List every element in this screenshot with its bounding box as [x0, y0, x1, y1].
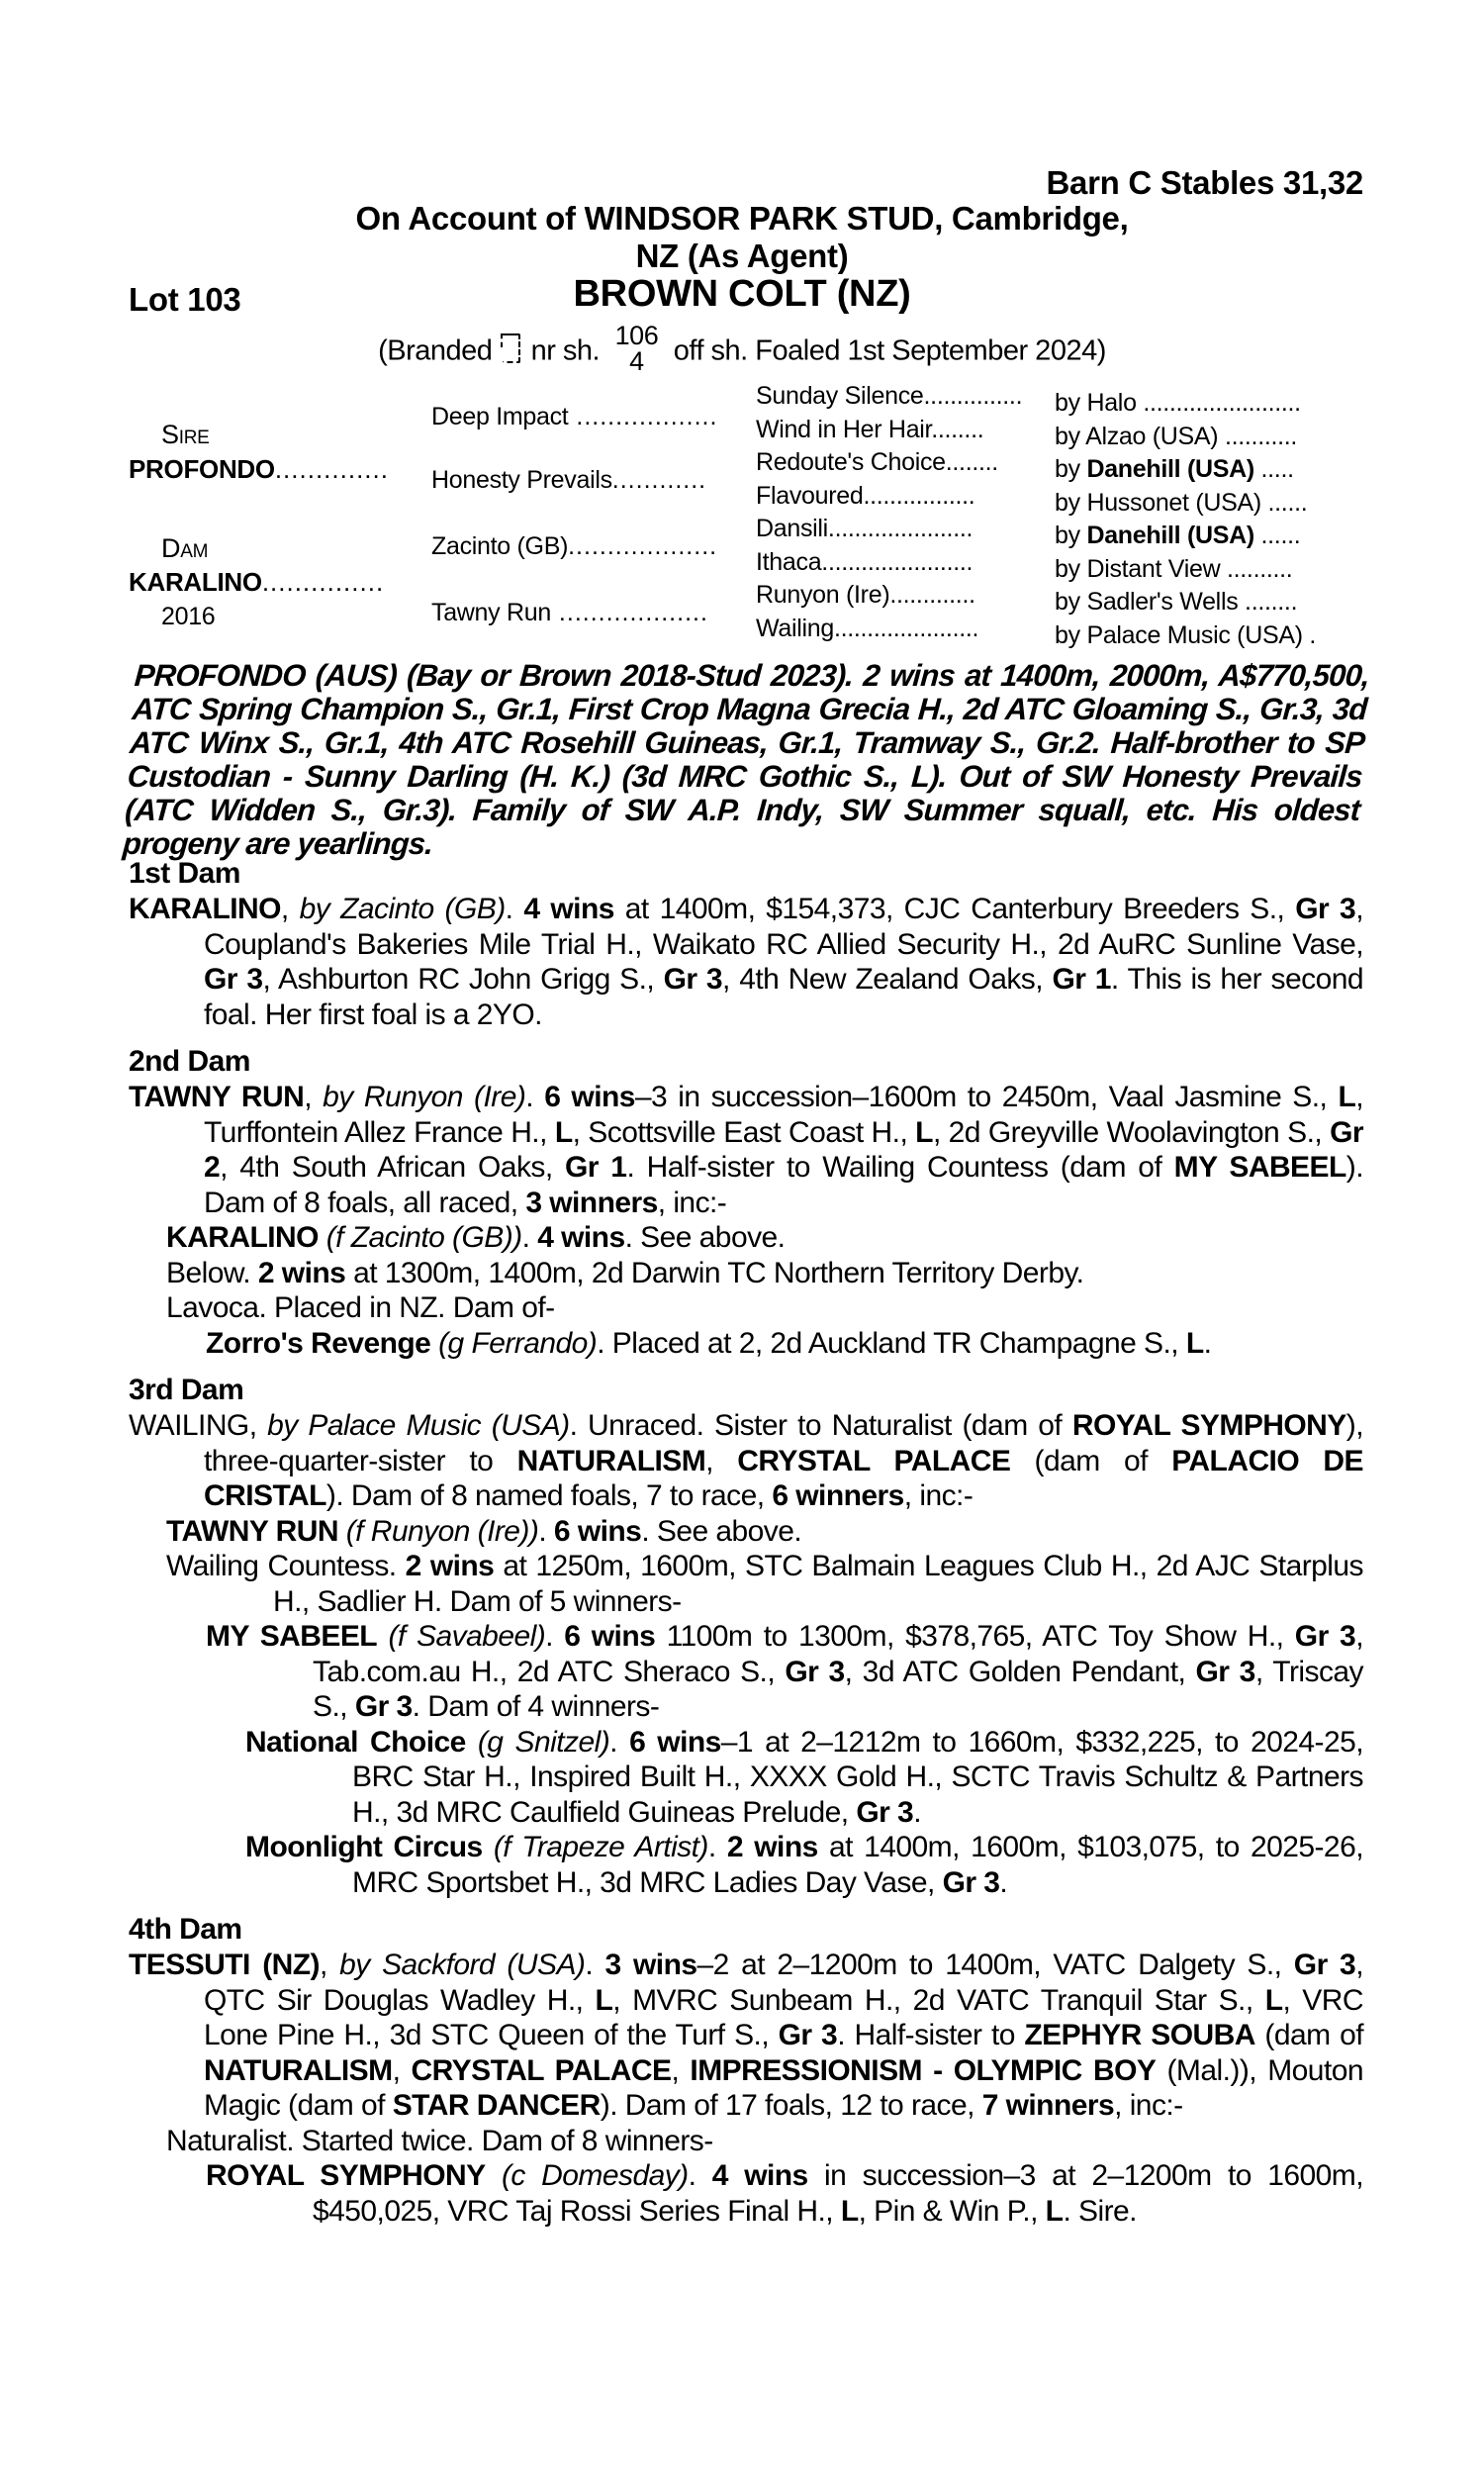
text-run: . See above.: [624, 1221, 786, 1254]
horse-title: BROWN COLT (NZ): [573, 273, 911, 315]
bold-run: National Choice: [245, 1725, 466, 1759]
gen2-2: Zacinto (GB)...................: [431, 532, 718, 560]
dam-label: Dam: [161, 533, 209, 563]
bold-run: 7 winners: [981, 2089, 1115, 2122]
gen3-sire: by Halo ........................: [1055, 389, 1301, 417]
bold-run: L: [595, 1983, 613, 2017]
family-entry: [129, 1290, 1363, 1326]
text-run: Lavoca. Placed in NZ. Dam of-: [166, 1291, 555, 1324]
italic-run: by Palace Music (USA): [267, 1409, 570, 1442]
text-run: Naturalist. Started twice. Dam of 8 winners-: [166, 2124, 713, 2157]
text-run: ,: [705, 1444, 738, 1477]
bold-run: 4 wins: [523, 893, 614, 925]
gen3-name: Dansili......................: [756, 515, 974, 542]
italic-run: (f Savabeel): [388, 1620, 546, 1653]
text-run: ,: [280, 893, 300, 925]
italic-run: (c Domesday): [501, 2159, 689, 2192]
text-run: at 1250m, 1600m, STC Balmain Leagues Club H., 2d AJC Starplus H., Sadlier H. Dam of 5 winners-: [273, 1550, 1363, 1618]
bold-run: Gr 3: [856, 1795, 914, 1829]
text-run: ,: [392, 2053, 412, 2087]
gen3-sire-name: Danehill (USA): [1086, 455, 1254, 483]
text-run: (dam of: [1254, 2019, 1364, 2051]
gen3-sire: by Danehill (USA) ......: [1055, 522, 1301, 549]
bold-run: Gr 3: [778, 2019, 838, 2051]
text-run: .: [1203, 1326, 1212, 1360]
italic-run: (f Runyon (Ire)): [345, 1514, 539, 1548]
text-run: (Mal.)), Mouton Magic (dam of: [204, 2053, 1363, 2122]
text-run: . See above.: [641, 1514, 802, 1548]
gen3-row: [756, 514, 1300, 550]
italic-run: (g Snitzel): [477, 1725, 610, 1759]
dam-year: 2016: [161, 603, 216, 630]
text-run: , inc:-: [903, 1479, 974, 1512]
bold-run: L: [1338, 1081, 1356, 1113]
text-run: , 2d Greyville Woolavington S.,: [932, 1115, 1331, 1149]
text-run: . Placed at 2, 2d Auckland TR Champagne S.,: [597, 1326, 1186, 1360]
gen3-name: Wind in Her Hair........: [756, 415, 984, 443]
text-run: . Dam of 4 winners-: [412, 1690, 660, 1723]
gen3-sire: by Sadler's Wells ........: [1055, 588, 1298, 616]
dam-name: KARALINO...............: [129, 567, 385, 597]
bold-run: 2 wins: [726, 1831, 818, 1863]
bold-run: Gr 1: [565, 1151, 627, 1184]
italic-run: by Sackford (USA): [339, 1949, 586, 1981]
barn-location: Barn C Stables 31,32: [1046, 164, 1363, 201]
bold-run: TAWNY RUN: [166, 1514, 338, 1548]
bold-run: TESSUTI (NZ): [129, 1949, 320, 1981]
text-run: , Scottsville East Coast H.,: [572, 1115, 916, 1149]
text-run: .: [505, 893, 524, 925]
gen3-sire-name: Halo: [1086, 389, 1137, 417]
text-run: –2 at 2–1200m to 1400m, VATC Dalgety S.,: [696, 1949, 1294, 1981]
text-run: ,: [319, 1949, 340, 1981]
text-run: .: [538, 1514, 554, 1548]
bold-run: ZEPHYR SOUBA: [1024, 2019, 1255, 2051]
gen3-name: Sunday Silence...............: [756, 382, 1023, 410]
gen2-1: Honesty Prevails............: [431, 466, 707, 494]
brand-suffix: off sh. Foaled 1st September 2024): [673, 334, 1106, 367]
section-title: 1st Dam: [129, 857, 240, 890]
family-entry: [129, 1948, 1363, 2124]
family-entry: [129, 2158, 1363, 2229]
bold-run: 6 winners: [772, 1479, 904, 1512]
text-run: .: [707, 1831, 727, 1863]
gen3-sire-name: Distant View: [1086, 554, 1221, 583]
text-run: , Tab.com.au H., 2d ATC Sheraco S.,: [313, 1620, 1363, 1688]
gen3-sire: by Distant View ..........: [1055, 554, 1293, 583]
vendor-line-1: On Account of WINDSOR PARK STUD, Cambridge,: [355, 200, 1129, 237]
bold-run: MY SABEEL: [1173, 1151, 1346, 1184]
text-run: Below.: [166, 1256, 258, 1289]
brand-number: [615, 323, 659, 374]
text-run: , VRC Lone Pine H., 3d STC Queen of the Turf S.,: [204, 1983, 1363, 2051]
family-entry: [129, 1619, 1363, 1725]
section-title: 4th Dam: [129, 1913, 242, 1946]
bold-run: MY SABEEL: [206, 1620, 378, 1653]
bold-run: IMPRESSIONISM - OLYMPIC BOY: [690, 2053, 1157, 2087]
bold-run: Gr 3: [354, 1690, 413, 1723]
gen3-name: Ithaca.......................: [756, 547, 974, 576]
italic-run: (g Ferrando): [438, 1326, 598, 1360]
gen3-sire-name: Hussonet (USA): [1086, 488, 1261, 517]
family-entry: [129, 1220, 1363, 1256]
text-run: ,: [304, 1081, 324, 1113]
text-run: , Coupland's Bakeries Mile Trial H., Waikato RC Allied Security H., 2d AuRC Sunline Vase,: [204, 893, 1363, 961]
text-run: [338, 1515, 346, 1548]
italic-run: (f Trapeze Artist): [493, 1831, 708, 1863]
brand-nr: nr sh.: [530, 334, 601, 367]
family-entry: [129, 1408, 1363, 1514]
gen3-row: [756, 415, 1297, 451]
gen2-name: Zacinto (GB): [431, 532, 569, 560]
family-entry: [129, 2124, 1363, 2159]
gen3-sire-name: Sadler's Wells: [1086, 588, 1239, 616]
text-run: , Pin & Win P.,: [858, 2194, 1046, 2228]
bold-run: KARALINO: [129, 893, 281, 925]
text-run: , 4th New Zealand Oaks,: [722, 963, 1053, 996]
text-run: . Half-sister to: [837, 2019, 1025, 2051]
text-run: –1 at 2–1212m to 1660m, $332,225, to 2024-25, BRC Star H., Inspired Built H., XXXX Gold H., SCTC Travis Schultz & Partners H., 3d MRC Caulfield Guineas Prelude,: [352, 1725, 1364, 1829]
family-entry: [129, 1549, 1363, 1619]
text-run: ), three-quarter-sister to: [204, 1409, 1363, 1477]
brand-number-top: 106: [614, 321, 659, 350]
sire-note-text: PROFONDO (AUS) (Bay or Brown 2018-Stud 2023). 2 wins at 1400m, 2000m, A$770,500, ATC Spring Champion S., Gr.1, First Crop Magna Grecia H., 2d ATC Gloaming S., Gr.3, 3d ATC Winx S., Gr.1, 4th ATC Rosehill Guineas, Gr.1, Tramway S., Gr.2. Half-brother to SP Custodian - Sunny Darling (H. K.) (3d MRC Gothic S., L). Out of SW Honesty Prevails (ATC Widden S., Gr.3). Family of SW A.P. Indy, SW Summer squall, etc. His oldest progeny are yearlings.: [121, 658, 1371, 861]
section-title: 3rd Dam: [129, 1374, 244, 1406]
text-run: , MVRC Sunbeam H., 2d VATC Tranquil Star S.,: [612, 1983, 1265, 2017]
bold-run: Gr 3: [785, 1655, 845, 1688]
text-run: .: [609, 1725, 630, 1759]
text-run: .: [585, 1949, 605, 1981]
text-run: .: [521, 1221, 538, 1254]
lot-number: Lot 103: [129, 281, 241, 318]
bold-run: 4 wins: [537, 1221, 625, 1254]
bold-run: Gr 1: [1052, 963, 1111, 996]
text-run: ). Dam of 8 named foals, 7 to race,: [325, 1479, 773, 1512]
bold-run: Gr 3: [663, 963, 723, 996]
gen3-row: [756, 614, 1316, 650]
text-run: (dam of: [1010, 1444, 1172, 1477]
text-run: 1100m to 1300m, $378,765, ATC Toy Show H.,: [655, 1620, 1295, 1653]
brand-s-icon: [503, 333, 520, 363]
bold-run: 6 wins: [553, 1514, 642, 1548]
gen3-name: Wailing......................: [756, 614, 979, 642]
text-run: [377, 1620, 388, 1653]
bold-run: 2 wins: [257, 1256, 346, 1289]
gen2-3: Tawny Run ...................: [431, 599, 708, 626]
text-run: [319, 1221, 326, 1254]
text-run: . This is her second foal. Her first foal is a 2YO.: [204, 963, 1363, 1031]
bold-run: 2 wins: [405, 1550, 495, 1582]
bold-run: L: [1264, 1983, 1283, 2017]
bold-run: Gr 3: [1293, 1949, 1356, 1981]
bold-run: ROYAL SYMPHONY: [1071, 1409, 1346, 1442]
text-run: at 1400m, $154,373, CJC Canterbury Breeders S.,: [613, 893, 1296, 925]
gen3-sire: by Alzao (USA) ...........: [1055, 422, 1298, 450]
text-run: Wailing Countess.: [166, 1550, 406, 1582]
family-entry: [129, 1080, 1363, 1220]
bold-run: Gr 3: [204, 963, 263, 996]
gen3-name: Redoute's Choice........: [756, 448, 998, 476]
text-run: . Sire.: [1063, 2194, 1137, 2228]
text-run: , Turffontein Allez France H.,: [204, 1081, 1364, 1149]
bold-run: Gr 3: [1195, 1655, 1255, 1688]
gen3-sire-name: Danehill (USA): [1086, 522, 1254, 549]
brand-line: [0, 321, 1484, 378]
sire-name: PROFONDO..............: [129, 454, 389, 484]
bold-run: ROYAL SYMPHONY: [206, 2159, 486, 2192]
text-run: , inc:-: [657, 1186, 727, 1219]
text-run: , Ashburton RC John Grigg S.,: [262, 963, 664, 996]
text-run: , inc:-: [1114, 2089, 1183, 2122]
bold-run: 3 winners: [525, 1186, 658, 1219]
text-run: .: [913, 1795, 921, 1829]
bold-run: L: [1045, 2194, 1064, 2228]
gen3-sire: by Palace Music (USA) .: [1055, 620, 1317, 649]
gen3-name: Runyon (Ire).............: [756, 581, 975, 609]
text-run: , QTC Sir Douglas Wadley H.,: [204, 1949, 1363, 2017]
text-run: WAILING,: [129, 1409, 268, 1442]
family-entry: [129, 1256, 1363, 1291]
family-entry: [129, 1830, 1363, 1900]
bold-run: 6 wins: [544, 1081, 635, 1113]
gen2-name: Deep Impact: [431, 403, 569, 430]
section-title: 2nd Dam: [129, 1045, 250, 1078]
text-run: [466, 1726, 478, 1759]
sire-note: [122, 659, 1370, 861]
family-entry: [129, 1725, 1363, 1831]
sire-name-text: PROFONDO: [129, 454, 275, 484]
text-run: at 1300m, 1400m, 2d Darwin TC Northern Territory Derby.: [345, 1256, 1084, 1289]
bold-run: Zorro's Revenge: [206, 1326, 431, 1360]
bold-run: 3 wins: [604, 1949, 697, 1981]
gen3-row: [756, 447, 1294, 484]
brand-prefix: (Branded: [378, 334, 493, 367]
family-entry: [129, 1326, 1363, 1362]
bold-run: NATURALISM: [516, 1444, 706, 1477]
text-run: [483, 1831, 494, 1863]
gen2-name: Honesty Prevails: [431, 466, 612, 494]
text-run: , Triscay S.,: [313, 1655, 1363, 1723]
family-entry: [129, 1514, 1363, 1550]
italic-run: (f Zacinto (GB)): [325, 1221, 522, 1254]
gen3-sire: by Danehill (USA) .....: [1055, 455, 1294, 483]
vendor-account: [0, 200, 1484, 275]
text-run: .: [999, 1865, 1008, 1899]
bold-run: CRYSTAL PALACE: [737, 1444, 1011, 1477]
family-entry: [129, 892, 1363, 1032]
text-run: , 3d ATC Golden Pendant,: [844, 1655, 1196, 1688]
text-run: . Half-sister to Wailing Countess (dam of: [626, 1151, 1174, 1184]
gen3-sire: by Hussonet (USA) ......: [1055, 488, 1308, 517]
bold-run: Gr 3: [942, 1865, 1000, 1899]
bold-run: NATURALISM: [204, 2053, 393, 2087]
bold-run: L: [554, 1115, 573, 1149]
text-run: [486, 2159, 502, 2192]
dam-name-text: KARALINO: [129, 567, 262, 597]
gen3-row: [756, 580, 1297, 617]
gen3-sire-name: Palace Music (USA): [1086, 620, 1303, 649]
gen2-0: Deep Impact ..................: [431, 403, 718, 430]
text-run: ,: [671, 2053, 691, 2087]
bold-run: Gr 3: [1294, 1620, 1356, 1653]
brand-number-bottom: 4: [629, 346, 644, 376]
text-run: ). Dam of 8 foals, all raced,: [204, 1151, 1363, 1219]
text-run: .: [525, 1081, 545, 1113]
family-sections: [129, 856, 1363, 2229]
text-run: .: [545, 1620, 565, 1653]
gen3-row: [756, 481, 1307, 518]
bold-run: L: [840, 2194, 859, 2228]
bold-run: KARALINO: [166, 1221, 319, 1254]
italic-run: by Runyon (Ire): [323, 1081, 526, 1113]
bold-run: TAWNY RUN: [129, 1081, 305, 1113]
gen2-name: Tawny Run: [431, 599, 551, 626]
gen3-name: Flavoured.................: [756, 481, 975, 510]
gen3-row: [756, 381, 1301, 418]
bold-run: CRYSTAL PALACE: [411, 2053, 672, 2087]
text-run: .: [688, 2159, 712, 2192]
vendor-line-2: NZ (As Agent): [635, 238, 849, 274]
text-run: . Unraced. Sister to Naturalist (dam of: [569, 1409, 1072, 1442]
bold-run: L: [1185, 1326, 1204, 1360]
text-run: ). Dam of 17 foals, 12 to race,: [600, 2089, 982, 2122]
gen3-sire-name: Alzao (USA): [1085, 422, 1219, 450]
bold-run: 6 wins: [564, 1620, 656, 1653]
text-run: –3 in succession–1600m to 2450m, Vaal Jasmine S.,: [634, 1081, 1339, 1113]
italic-run: by Zacinto (GB): [299, 893, 506, 925]
text-run: [430, 1327, 438, 1360]
text-run: in succession–3 at 2–1200m to 1600m, $450,025, VRC Taj Rossi Series Final H.,: [313, 2159, 1363, 2228]
bold-run: STAR DANCER: [392, 2089, 601, 2122]
bold-run: L: [915, 1115, 933, 1149]
text-run: , 4th South African Oaks,: [220, 1151, 566, 1184]
bold-run: Moonlight Circus: [245, 1831, 483, 1863]
gen3-row: [756, 547, 1292, 584]
bold-run: Gr 2: [204, 1115, 1363, 1184]
bold-run: 4 wins: [711, 2159, 808, 2192]
sire-label: Sire: [161, 420, 210, 449]
text-run: at 1400m, 1600m, $103,075, to 2025-26, MRC Sportsbet H., 3d MRC Ladies Day Vase,: [352, 1831, 1363, 1899]
bold-run: Gr 3: [1295, 893, 1356, 925]
bold-run: 6 wins: [629, 1725, 721, 1759]
bold-run: PALACIO DE CRISTAL: [204, 1444, 1363, 1512]
